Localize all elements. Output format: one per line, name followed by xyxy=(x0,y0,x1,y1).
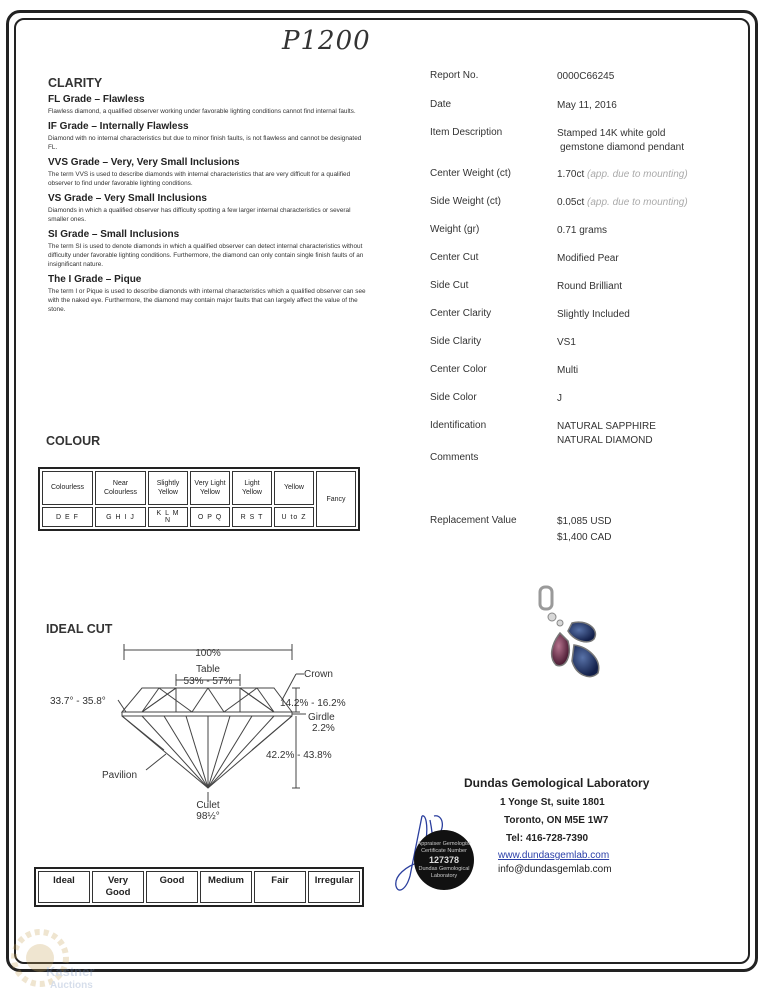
seal-text: Dundas Gemological xyxy=(418,866,470,872)
row-value: Round Brilliant xyxy=(557,281,623,292)
row-label: Side Weight (ct) xyxy=(430,196,501,207)
colour-header: Near Colourless xyxy=(95,471,146,505)
colour-header: Very Light Yellow xyxy=(190,471,230,505)
seal-text: Appraiser Gemologist xyxy=(417,841,471,847)
row-value xyxy=(557,196,688,210)
grade-description: Diamond with no internal characteristics but due to minor finish faults, is not flawless and cannot be designated FL. xyxy=(48,135,362,151)
clarity-section xyxy=(48,94,368,319)
value-note: (app. due to mounting) xyxy=(587,197,688,208)
cut-grade-cell: Very Good xyxy=(92,871,144,903)
clarity-grade-vvs xyxy=(48,157,368,188)
grade-title: IF Grade – Internally Flawless xyxy=(48,121,189,132)
colour-title: COLOUR xyxy=(46,434,101,448)
row-value xyxy=(557,420,656,448)
clarity-title: CLARITY xyxy=(48,76,103,90)
row-value: 0000C66245 xyxy=(557,71,615,82)
clarity-grade-vs xyxy=(48,193,368,224)
watermark-text: Kastner xyxy=(46,964,95,979)
lab-website-link[interactable]: www.dundasgemlab.com xyxy=(498,850,610,861)
label-table-range: 53% - 57% xyxy=(183,676,233,687)
row-value: Slightly Included xyxy=(557,309,630,320)
lab-info xyxy=(440,776,700,875)
row-label: Center Weight (ct) xyxy=(430,168,511,179)
colour-codes: G H I J xyxy=(95,507,146,527)
row-value: VS1 xyxy=(557,337,576,348)
lab-name: Dundas Gemological Laboratory xyxy=(464,776,650,790)
seal-text: Certificate Number xyxy=(421,848,467,854)
label-width: 100% xyxy=(195,648,221,659)
row-value: 0.71 grams xyxy=(557,225,608,236)
clarity-grade-if xyxy=(48,121,368,152)
label-girdle-value: 2.2% xyxy=(312,723,335,734)
label-crown: Crown xyxy=(304,669,333,680)
label-crown-height: 14.2% - 16.2% xyxy=(280,698,346,709)
colour-header: Slightly Yellow xyxy=(148,471,188,505)
ideal-cut-diagram xyxy=(34,630,364,820)
colour-codes: R S T xyxy=(232,507,272,527)
value-line: Stamped 14K white gold xyxy=(557,128,666,139)
colour-header: Yellow xyxy=(274,471,314,505)
handwritten-lot-number: P1200 xyxy=(282,26,371,56)
row-label: Side Cut xyxy=(430,280,469,291)
row-value xyxy=(557,127,684,155)
label-pavilion: Pavilion xyxy=(102,770,138,781)
value-text: 1.70ct xyxy=(557,169,585,180)
row-value: May 11, 2016 xyxy=(557,100,617,111)
row-label: Center Clarity xyxy=(430,308,492,319)
row-value: J xyxy=(557,393,562,404)
row-label: Report No. xyxy=(430,70,479,81)
row-label: Identification xyxy=(430,420,487,431)
lab-address-1: 1 Yonge St, suite 1801 xyxy=(500,797,605,808)
cut-grade-cell: Ideal xyxy=(38,871,90,903)
clarity-grade-i xyxy=(48,274,368,314)
row-label: Center Color xyxy=(430,364,487,375)
colour-scale-table xyxy=(38,467,360,531)
label-culet: Culet xyxy=(196,800,220,811)
row-label: Comments xyxy=(430,452,479,463)
grade-title: VVS Grade – Very, Very Small Inclusions xyxy=(48,157,240,168)
row-label: Date xyxy=(430,99,452,110)
cut-grade-cell: Fair xyxy=(254,871,306,903)
lab-email[interactable]: info@dundasgemlab.com xyxy=(498,864,612,875)
grade-description: The term I or Pique is used to describe diamonds with internal characteristics which a qualified observer can see with the naked eye. Furthermore, the diamond may contain major faults that can largely affect the value of the stone. xyxy=(48,288,366,313)
value-line: NATURAL DIAMOND xyxy=(557,435,653,446)
colour-codes: D E F xyxy=(42,507,93,527)
colour-header: Fancy xyxy=(316,471,356,527)
clarity-grade-fl xyxy=(48,94,368,116)
colour-codes: O P Q xyxy=(190,507,230,527)
kastner-auctions-watermark xyxy=(10,928,120,996)
row-value: Multi xyxy=(557,365,579,376)
clarity-grade-si xyxy=(48,229,368,269)
grade-title: FL Grade – Flawless xyxy=(48,94,145,105)
pendant-photo xyxy=(530,585,610,685)
colour-codes: K L M N xyxy=(148,507,188,527)
colour-codes: U to Z xyxy=(274,507,314,527)
value-line: $1,400 CAD xyxy=(557,532,612,543)
colour-header: Light Yellow xyxy=(232,471,272,505)
cut-grade-table xyxy=(34,867,364,907)
row-label: Side Color xyxy=(430,392,477,403)
colour-header: Colourless xyxy=(42,471,93,505)
row-label: Weight (gr) xyxy=(430,224,480,235)
row-value xyxy=(557,168,688,182)
label-culet-angle: 98½° xyxy=(196,811,220,820)
grade-description: The term SI is used to denote diamonds in which a qualified observer can detect internal characteristics without difficulty under favorable lighting conditions. Furthermore, the diamond can only contain single finish faults of an insignificant nature. xyxy=(48,243,364,268)
value-line: $1,085 USD xyxy=(557,516,612,527)
value-note: (app. due to mounting) xyxy=(587,169,688,180)
cut-grade-cell: Irregular xyxy=(308,871,360,903)
appraiser-seal xyxy=(414,830,474,890)
value-line: gemstone diamond pendant xyxy=(560,142,684,153)
seal-text: Laboratory xyxy=(430,873,458,879)
label-pavilion-depth: 42.2% - 43.8% xyxy=(266,750,332,761)
cut-grade-cell: Good xyxy=(146,871,198,903)
row-label: Item Description xyxy=(430,127,503,138)
grade-title: VS Grade – Very Small Inclusions xyxy=(48,193,207,204)
grade-description: Flawless diamond, a qualified observer working under favorable lighting conditions cannot find internal faults. xyxy=(48,108,356,115)
label-crown-angle: 33.7° - 35.8° xyxy=(50,696,106,707)
watermark-subtext: Auctions xyxy=(50,980,93,991)
row-label: Center Cut xyxy=(430,252,479,263)
row-label: Replacement Value xyxy=(430,515,517,526)
label-table: Table xyxy=(196,664,220,675)
lab-address-2: Toronto, ON M5E 1W7 xyxy=(504,815,609,826)
ideal-cut-title: IDEAL CUT xyxy=(46,622,113,636)
lab-phone: Tel: 416-728-7390 xyxy=(506,833,589,844)
grade-title: SI Grade – Small Inclusions xyxy=(48,229,180,240)
row-value xyxy=(557,515,611,547)
row-value: Modified Pear xyxy=(557,253,619,264)
row-label: Side Clarity xyxy=(430,336,482,347)
grade-description: The term VVS is used to describe diamonds with internal characteristics that are very difficult for a qualified observer to find under favorable lighting conditions. xyxy=(48,171,351,187)
value-line: NATURAL SAPPHIRE xyxy=(557,421,656,432)
label-girdle: Girdle xyxy=(308,712,335,723)
seal-number: 127378 xyxy=(428,855,460,865)
grade-title: The I Grade – Pique xyxy=(48,274,142,285)
cut-grade-cell: Medium xyxy=(200,871,252,903)
value-text: 0.05ct xyxy=(557,197,585,208)
grade-description: Diamonds in which a qualified observer has difficulty spotting a few larger internal characteristics or several smaller ones. xyxy=(48,207,351,223)
